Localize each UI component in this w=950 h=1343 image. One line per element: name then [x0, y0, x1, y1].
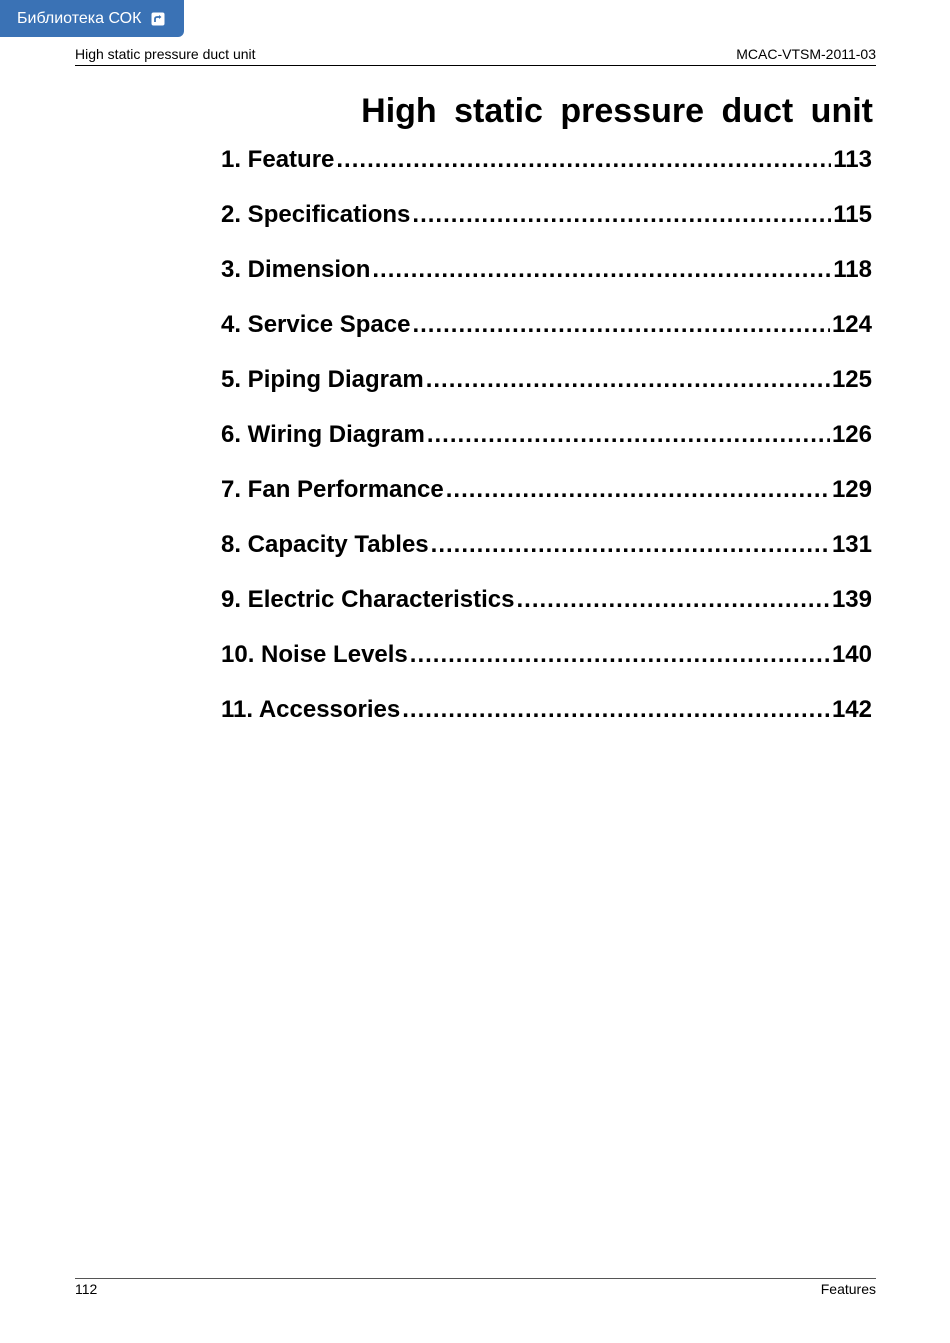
toc-entry-label: 8. Capacity Tables: [221, 531, 429, 558]
toc-dot-leader: [412, 311, 829, 339]
toc-dot-leader: [336, 146, 831, 174]
toc-entry-page: 113: [833, 146, 872, 173]
toc-entry[interactable]: [221, 366, 872, 421]
toc-entry-label: 1. Feature: [221, 146, 335, 173]
toc-entry-page: 125: [831, 366, 872, 393]
toc-entry-page: 129: [831, 476, 872, 503]
toc-entry-label: 10. Noise Levels: [221, 641, 408, 668]
library-badge-label: Библиотека СОК: [17, 9, 142, 27]
toc-entry[interactable]: [221, 311, 872, 366]
toc-entry[interactable]: [221, 476, 872, 531]
header-document-title: High static pressure duct unit: [75, 46, 256, 62]
toc-entry[interactable]: [221, 586, 872, 641]
toc-entry[interactable]: [221, 201, 872, 256]
toc-entry-page: 118: [833, 256, 872, 283]
toc-dot-leader: [426, 366, 830, 394]
toc-entry-label: 2. Specifications: [221, 201, 411, 228]
toc-dot-leader: [412, 201, 831, 229]
toc-dot-leader: [446, 476, 830, 504]
toc-dot-leader: [410, 641, 830, 669]
toc-dot-leader: [402, 696, 830, 724]
toc-entry[interactable]: [221, 531, 872, 586]
toc-entry-page: 140: [831, 641, 872, 668]
toc-entry[interactable]: [221, 146, 872, 201]
page-title: High static pressure duct unit: [361, 92, 873, 130]
toc-entry-label: 3. Dimension: [221, 256, 371, 283]
toc-entry-label: 11. Accessories: [221, 696, 401, 723]
toc-entry-page: 124: [831, 311, 872, 338]
toc-entry-page: 142: [831, 696, 872, 723]
library-badge-link[interactable]: [0, 0, 184, 37]
toc-dot-leader: [372, 256, 831, 284]
toc-entry-page: 139: [831, 586, 872, 613]
external-link-icon: [151, 12, 165, 26]
header-document-code: MCAC-VTSM-2011-03: [736, 46, 876, 62]
toc-entry[interactable]: [221, 696, 872, 751]
toc-entry-label: 9. Electric Characteristics: [221, 586, 515, 613]
toc-entry-page: 115: [833, 201, 872, 228]
toc-entry-page: 131: [831, 531, 872, 558]
toc-entry-page: 126: [831, 421, 872, 448]
toc-dot-leader: [431, 531, 830, 559]
page-header: [75, 46, 876, 66]
toc-dot-leader: [427, 421, 830, 449]
page-footer: [75, 1278, 876, 1297]
footer-section: Features: [820, 1281, 876, 1297]
table-of-contents: [221, 146, 872, 751]
toc-entry-label: 6. Wiring Diagram: [221, 421, 425, 448]
toc-entry-label: 7. Fan Performance: [221, 476, 444, 503]
toc-entry[interactable]: [221, 256, 872, 311]
toc-entry-label: 4. Service Space: [221, 311, 411, 338]
toc-entry[interactable]: [221, 641, 872, 696]
toc-entry[interactable]: [221, 421, 872, 476]
toc-entry-label: 5. Piping Diagram: [221, 366, 424, 393]
footer-page-number: 112: [75, 1281, 98, 1297]
toc-dot-leader: [517, 586, 830, 614]
